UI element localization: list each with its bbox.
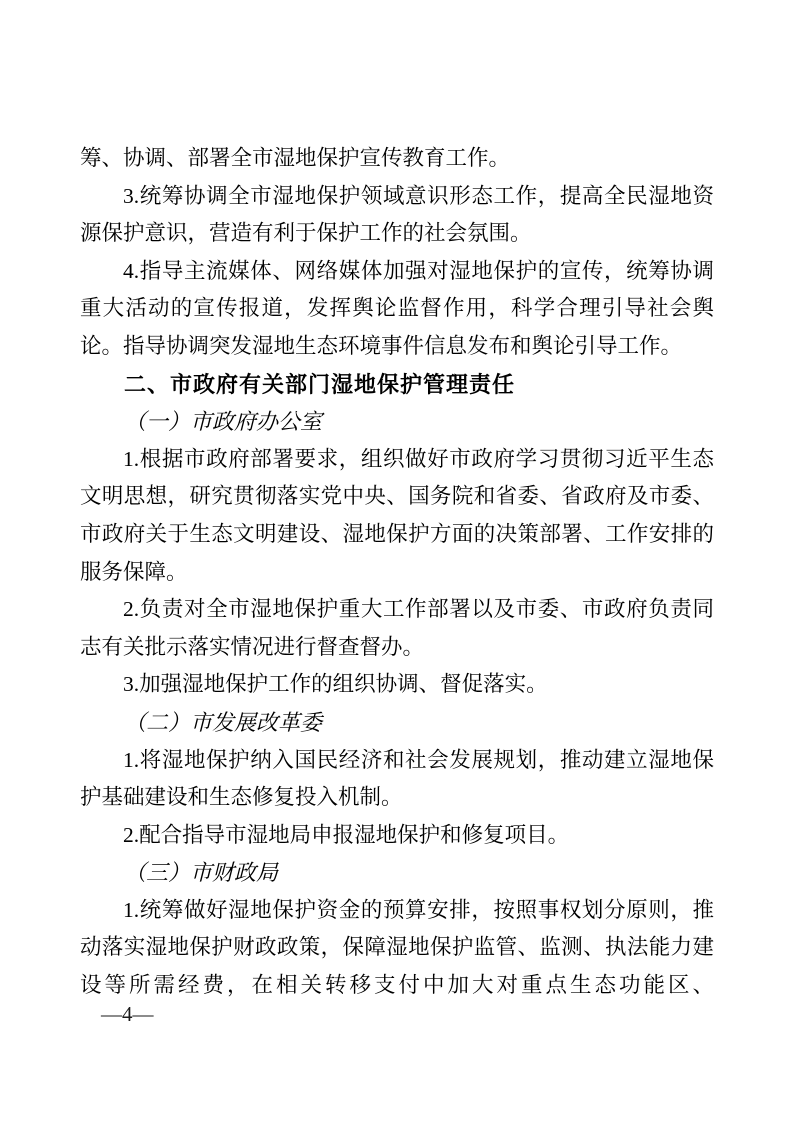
body-paragraph: 1.统筹做好湿地保护资金的预算安排，按照事权划分原则，推动落实湿地保护财政政策，保障湿地保护监管、监测、执法能力建设等所需经费，在相关转移支付中加大对重点生态功能区、 <box>80 897 714 998</box>
subsection-heading: （三）市财政局 <box>124 860 279 886</box>
document-body <box>80 140 714 1005</box>
page-number: —4— <box>101 1002 154 1026</box>
subsection-heading: （二）市发展改革委 <box>124 709 323 735</box>
body-paragraph: 3.加强湿地保护工作的组织协调、督促落实。 <box>123 672 548 697</box>
subsection-heading: （一）市政府办公室 <box>124 409 323 435</box>
section-heading: 二、市政府有关部门湿地保护管理责任 <box>124 371 516 397</box>
body-paragraph: 2.负责对全市湿地保护重大工作部署以及市委、市政府负责同志有关批示落实情况进行督查督办。 <box>80 597 714 659</box>
body-paragraph: 1.根据市政府部署要求，组织做好市政府学习贯彻习近平生态文明思想，研究贯彻落实党中央、国务院和省委、省政府及市委、市政府关于生态文明建设、湿地保护方面的决策部署、工作安排的服务保障。 <box>80 446 714 584</box>
body-paragraph: 3.统筹协调全市湿地保护领域意识形态工作，提高全民湿地资源保护意识，营造有利于保护工作的社会氛围。 <box>80 183 714 246</box>
body-paragraph: 4.指导主流媒体、网络媒体加强对湿地保护的宣传，统筹协调重大活动的宣传报道，发挥舆论监督作用，科学合理引导社会舆论。指导协调突发湿地生态环境事件信息发布和舆论引导工作。 <box>80 258 714 358</box>
body-paragraph: 1.将湿地保护纳入国民经济和社会发展规划，推动建立湿地保护基础建设和生态修复投入机制。 <box>80 747 714 810</box>
body-paragraph: 2.配合指导市湿地局申报湿地保护和修复项目。 <box>123 822 570 847</box>
body-paragraph: 筹、协调、部署全市湿地保护宣传教育工作。 <box>80 146 511 170</box>
